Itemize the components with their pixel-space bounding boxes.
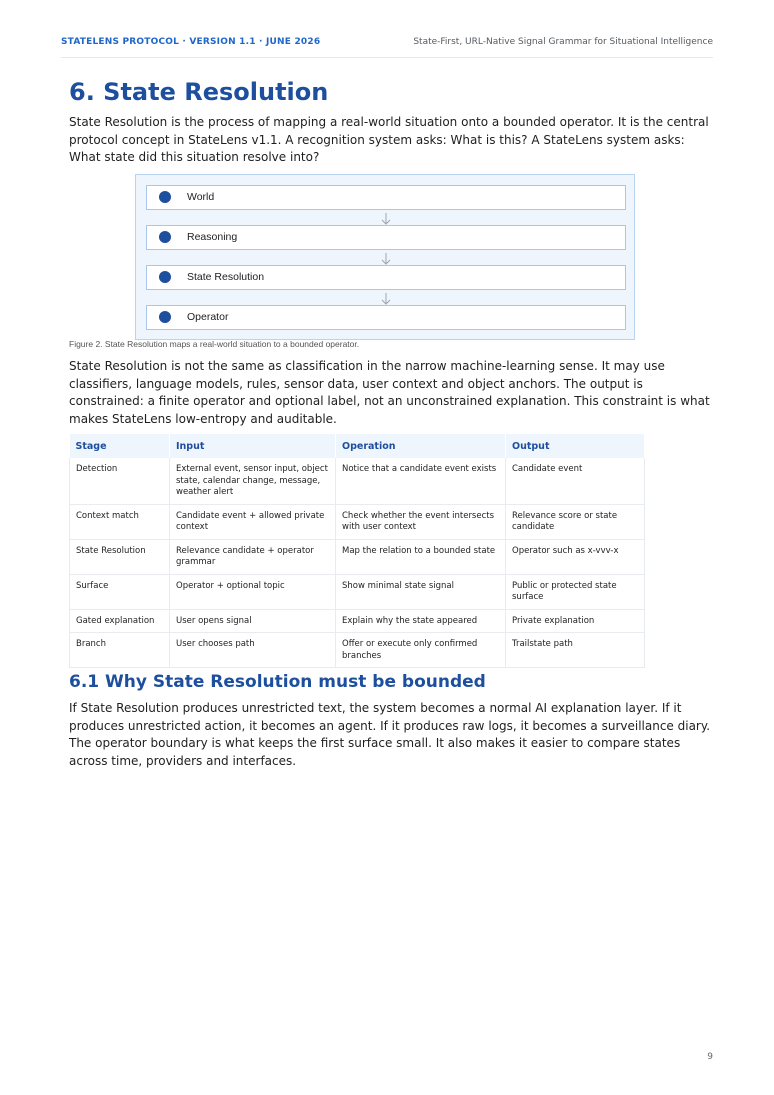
page-header	[61, 37, 713, 58]
table-cell: Context match	[70, 504, 170, 539]
figure-caption: Figure 2. State Resolution maps a real-world situation to a bounded operator.	[69, 339, 360, 349]
figure-step-label: State Resolution	[187, 271, 265, 283]
figure-step-state-resolution	[146, 265, 626, 290]
table-cell: Check whether the event intersects with user context	[336, 504, 506, 539]
classification-paragraph: State Resolution is not the same as classification in the narrow machine-learning sense. It may use classifiers, language models, rules, sensor data, user context and object anchors. The output is constrained: a finite operator and optional label, not an unconstrained explanation. This constraint is what makes StateLens low-entropy and auditable.	[69, 359, 710, 426]
table-cell: Show minimal state signal	[336, 574, 506, 609]
column-header-input: Input	[170, 434, 336, 458]
table-row	[70, 633, 645, 668]
section-intro-paragraph: State Resolution is the process of mapping a real-world situation onto a bounded operator. It is the central protocol concept in StateLens v1.1. A recognition system asks: What is this? A StateLens system asks: What state did this situation resolve into?	[69, 115, 709, 164]
figure-step-label: Operator	[187, 311, 229, 323]
table-row	[70, 574, 645, 609]
stages-table	[69, 434, 645, 668]
table-row	[70, 609, 645, 633]
table-row	[70, 458, 645, 504]
figure-step-world	[146, 185, 626, 210]
column-header-operation: Operation	[336, 434, 506, 458]
table-cell: Candidate event	[506, 458, 645, 504]
figure-step-label: Reasoning	[187, 231, 238, 243]
arrow-down-icon	[380, 212, 392, 226]
subsection-title: 6.1 Why State Resolution must be bounded	[69, 672, 486, 692]
step-dot-icon	[159, 271, 171, 283]
table-cell: Public or protected state surface	[506, 574, 645, 609]
table-row	[70, 504, 645, 539]
table-cell: Surface	[70, 574, 170, 609]
table-header-row	[70, 434, 645, 458]
table-cell: Offer or execute only confirmed branches	[336, 633, 506, 668]
table-cell: Explain why the state appeared	[336, 609, 506, 633]
table-cell: User opens signal	[170, 609, 336, 633]
table-cell: Notice that a candidate event exists	[336, 458, 506, 504]
table-cell: Relevance candidate + operator grammar	[170, 539, 336, 574]
section-title: 6. State Resolution	[69, 78, 329, 106]
table-cell: User chooses path	[170, 633, 336, 668]
table-row	[70, 539, 645, 574]
state-resolution-figure	[135, 174, 635, 340]
subsection-paragraph: If State Resolution produces unrestricted text, the system becomes a normal AI explanation layer. If it produces unrestricted action, it becomes an agent. If it produces raw logs, it becomes a surveillance diary. The operator boundary is what keeps the first surface small. It also makes it easier to compare states across time, providers and interfaces.	[69, 701, 711, 768]
table-cell: Candidate event + allowed private context	[170, 504, 336, 539]
table-cell: Operator + optional topic	[170, 574, 336, 609]
table-cell: Trailstate path	[506, 633, 645, 668]
table-cell: External event, sensor input, object state, calendar change, message, weather alert	[170, 458, 336, 504]
table-cell: Operator such as x-vvv-x	[506, 539, 645, 574]
table-cell: Gated explanation	[70, 609, 170, 633]
table-cell: Detection	[70, 458, 170, 504]
table-cell: Private explanation	[506, 609, 645, 633]
page-content	[69, 76, 713, 768]
page-number: 9	[707, 1052, 713, 1062]
column-header-stage: Stage	[70, 434, 170, 458]
arrow-down-icon	[380, 292, 392, 306]
figure-step-label: World	[187, 191, 215, 203]
step-dot-icon	[159, 311, 171, 323]
table-cell: Relevance score or state candidate	[506, 504, 645, 539]
arrow-down-icon	[380, 252, 392, 266]
figure-step-reasoning	[146, 225, 626, 250]
step-dot-icon	[159, 191, 171, 203]
table-cell: State Resolution	[70, 539, 170, 574]
header-document-title: State-First, URL-Native Signal Grammar for Situational Intelligence	[413, 37, 713, 47]
table-cell: Map the relation to a bounded state	[336, 539, 506, 574]
table-cell: Branch	[70, 633, 170, 668]
header-protocol-version: STATELENS PROTOCOL · VERSION 1.1 · JUNE 2026	[61, 37, 321, 47]
step-dot-icon	[159, 231, 171, 243]
column-header-output: Output	[506, 434, 645, 458]
figure-step-operator	[146, 305, 626, 330]
